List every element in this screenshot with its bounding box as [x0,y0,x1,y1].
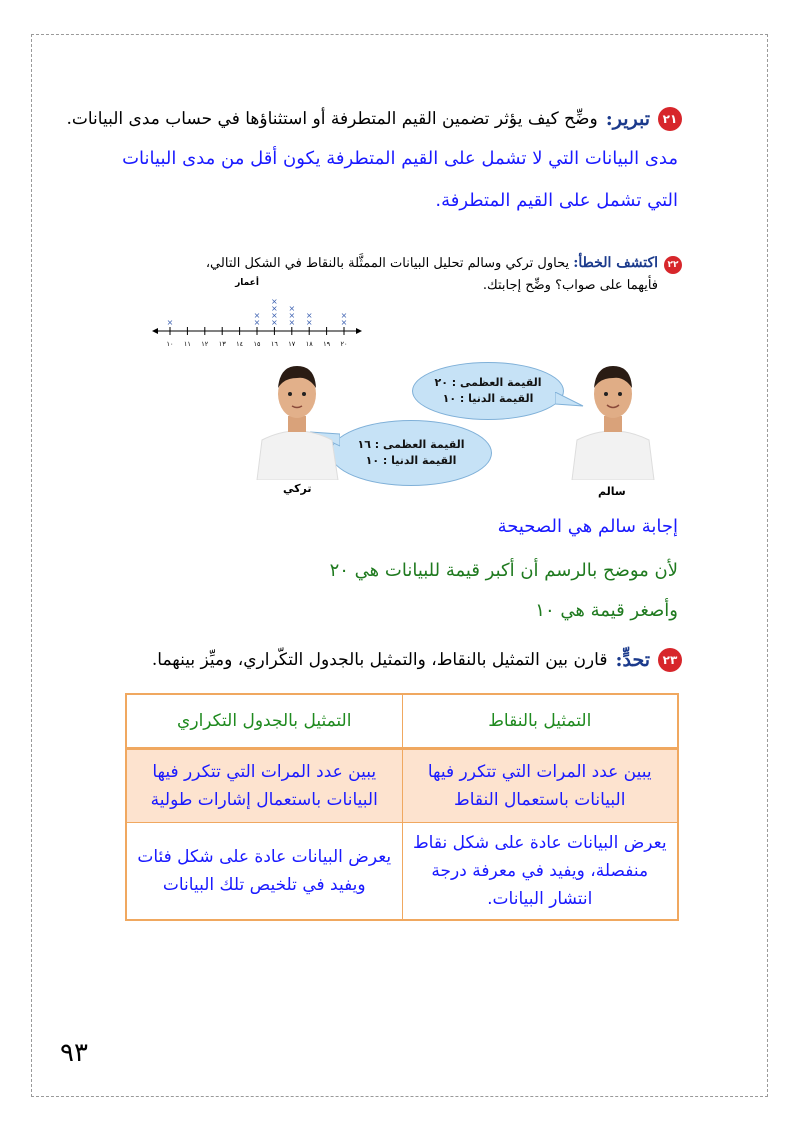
turki-max: القيمة العظمى : ١٦ [357,438,465,451]
data-mark: × [253,311,261,320]
arrow-right [356,328,362,334]
header-frequency-table: التمثيل بالجدول التكراري [126,694,402,749]
answer-22-line-2: لأن موضح بالرسم أن أكبر قيمة للبيانات هي ٢٠ [329,560,678,581]
cell-dot-plot-2: يعرض البيانات عادة على شكل نقاط منفصلة، ويفيد في معرفة درجة انتشار البيانات. [402,823,678,921]
axis-tick-label: ١٥ [253,340,261,348]
plot-title: أعمار [235,278,259,288]
turki-figure [252,360,342,480]
answer-21-line-1: مدى البيانات التي لا تشمل على القيم المتطرفة يكون أقل من مدى البيانات [122,148,678,169]
salem-max: القيمة العظمى : ٢٠ [434,376,542,389]
answer-22-line-1: إجابة سالم هي الصحيحة [497,516,678,537]
turki-min: القيمة الدنيا : ١٠ [365,454,457,467]
question-keyword: تحدٍّ: [615,649,650,671]
question-text: وضِّح كيف يؤثر تضمين القيم المتطرفة أو استثناؤها في حساب مدى البيانات. [66,109,598,129]
cell-dot-plot-1: يبين عدد المرات التي تتكرر فيها البيانات باستعمال النقاط [402,749,678,823]
axis-tick-label: ١٩ [323,340,331,348]
axis-tick-label: ١٣ [218,340,226,348]
salem-figure [568,360,658,480]
data-mark: × [166,318,174,327]
data-mark: × [271,318,278,327]
data-mark: × [271,304,278,313]
axis-tick-label: ١٠ [166,340,174,348]
question-23 [152,648,682,672]
axis-tick-label: ١١ [183,340,191,348]
cell-frequency-1: يبين عدد المرات التي تتكرر فيها البيانات باستعمال إشارات طولية [126,749,402,823]
table-row [126,823,678,921]
data-mark: × [253,318,261,327]
question-keyword: تبرير: [605,108,650,130]
answer-21-line-2: التي تشمل على القيم المتطرفة. [435,190,678,211]
question-21 [66,107,682,131]
data-mark: × [305,311,313,320]
axis-tick-label: ١٨ [305,340,313,348]
comparison-table [125,693,679,921]
arrow-left [152,328,158,334]
data-mark: × [271,297,278,306]
table-row [126,749,678,823]
axis-tick-label: ١٤ [236,340,244,348]
data-mark: × [288,311,296,320]
question-text-line-2: فأيهما على صواب؟ وضِّح إجابتك. [482,278,658,293]
data-mark: × [340,311,348,320]
axis-tick-label: ٢٠ [340,340,348,348]
data-mark: × [340,318,348,327]
turki-label: تركي [283,482,312,495]
turki-speech-bubble [330,420,492,486]
data-mark: × [271,311,278,320]
data-mark: × [288,318,296,327]
salem-label: سالم [598,485,626,498]
salem-min: القيمة الدنيا : ١٠ [442,392,534,405]
header-dot-plot: التمثيل بالنقاط [402,694,678,749]
axis-tick-label: ١٢ [201,340,209,348]
question-number-badge: ٢١ [658,107,682,131]
data-mark: × [288,304,296,313]
question-text: قارن بين التمثيل بالنقاط، والتمثيل بالجدول التكّراري، وميِّز بينهما. [151,650,608,670]
axis-tick-label: ١٧ [288,340,296,348]
data-mark: × [305,318,313,327]
salem-speech-bubble [412,362,564,420]
cell-frequency-2: يعرض البيانات عادة على شكل فئات ويفيد في تلخيص تلك البيانات [126,823,402,921]
line-plot [152,276,362,356]
question-number-badge: ٢٣ [658,648,682,672]
question-text-line-1: يحاول تركي وسالم تحليل البيانات الممثَّلة بالنقاط في الشكل التالي، [205,256,570,271]
axis-tick-label: ١٦ [270,340,278,348]
table-header-row [126,694,678,749]
question-keyword: اكتشف الخطأ: [573,255,658,271]
page-number: ٩٣ [60,1038,88,1068]
question-number-badge: ٢٢ [664,256,682,274]
answer-22-line-3: وأصغر قيمة هي ١٠ [535,600,678,621]
